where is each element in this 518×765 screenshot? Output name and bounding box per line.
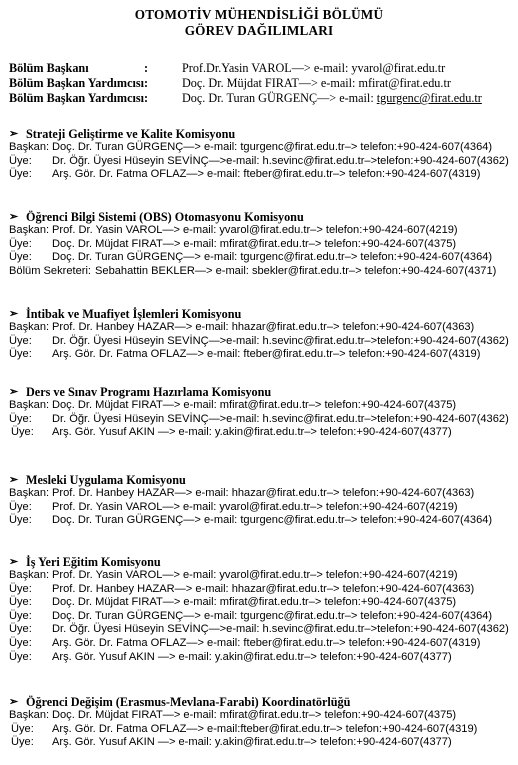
member-row [9, 399, 514, 413]
arrow-bullet-icon: ➢ [9, 696, 19, 708]
committee-heading [9, 210, 514, 224]
member-role: Başkan: [9, 141, 50, 153]
member-role: Başkan: [9, 487, 50, 499]
member-role: Üye: [9, 154, 32, 167]
member-role: Üye: [11, 722, 34, 735]
member-row [9, 238, 514, 252]
member-row [9, 583, 514, 597]
member-row [9, 514, 514, 528]
member-row [9, 155, 514, 169]
member-role: Başkan: [9, 569, 50, 581]
member-details: Dr. Öğr. Üyesi Hüseyin SEVİNÇ—>e-mail: h.sevinc@firat.edu.tr–>telefon:+90-424-607(4362) [52, 412, 509, 425]
member-role: Başkan: [9, 321, 50, 333]
member-role: Üye: [9, 412, 32, 425]
head-value-text: Doç. Dr. Turan GÜRGENÇ—> e-mail: [182, 91, 377, 105]
member-details: Dr. Öğr. Üyesi Hüseyin SEVİNÇ—>e-mail: h.sevinc@firat.edu.tr–>telefon:+90-424-607(4362) [52, 154, 509, 167]
member-details: Doç. Dr. Turan GÜRGENÇ—> e-mail: tgurgenc@firat.edu.tr–> telefon:+90-424-607(4364) [52, 514, 493, 527]
committee-heading [9, 555, 514, 569]
member-role: Üye: [9, 582, 32, 595]
committee-section [9, 695, 514, 750]
member-details: Prof. Dr. Hanbey HAZAR—> e-mail: hhazar@firat.edu.tr–> telefon:+90-424-607(4363) [52, 582, 475, 595]
committee-heading [9, 127, 514, 141]
member-row [9, 348, 514, 362]
committee-section [9, 127, 514, 182]
member-role: Üye: [9, 251, 32, 264]
member-details: Doç. Dr. Turan GÜRGENÇ—> e-mail: tgurgenc@firat.edu.tr–> telefon:+90-424-607(4364) [52, 141, 493, 153]
committee-title: Öğrenci Değişim (Erasmus-Mevlana-Farabi) Koordinatörlüğü [26, 695, 351, 709]
head-value: Doç. Dr. Müjdat FIRAT—> e-mail: mfirat@firat.edu.tr [182, 76, 451, 90]
head-value: Prof.Dr.Yasin VAROL—> e-mail: yvarol@firat.edu.tr [182, 61, 446, 75]
arrow-bullet-icon: ➢ [9, 386, 19, 398]
member-details: Arş. Gör. Yusuf AKIN —> e-mail: y.akin@firat.edu.tr–> telefon:+90-424-607(4377) [52, 736, 452, 749]
member-role: Üye: [9, 348, 32, 361]
document-title: OTOMOTİV MÜHENDİSLİĞİ BÖLÜMÜ [134, 7, 384, 22]
member-row [9, 623, 514, 637]
member-row [9, 596, 514, 610]
committee-title: İntibak ve Muafiyet İşlemleri Komisyonu [26, 307, 242, 321]
member-role: Başkan: [9, 399, 50, 411]
member-row [9, 335, 514, 349]
member-row [9, 168, 514, 182]
member-row [9, 224, 514, 238]
arrow-bullet-icon: ➢ [9, 474, 19, 486]
member-role: Üye: [9, 609, 32, 622]
member-role: Üye: [9, 623, 32, 636]
member-role: Üye: [9, 514, 32, 527]
committee-section [9, 307, 514, 362]
member-details: Doç. Dr. Müjdat FIRAT—> e-mail: mfirat@firat.edu.tr–> telefon:+90-424-607(4375) [52, 596, 457, 609]
member-details: Dr. Öğr. Üyesi Hüseyin SEVİNÇ—>e-mail: h.sevinc@firat.edu.tr–>telefon:+90-424-607(4362) [52, 334, 509, 347]
member-details: Arş. Gör. Yusuf AKIN —> e-mail: y.akin@firat.edu.tr–> telefon:+90-424-607(4377) [52, 426, 452, 439]
member-details: Prof. Dr. Yasin VAROL—> e-mail: yvarol@firat.edu.tr–> telefon:+90-424-607(4219) [52, 569, 458, 581]
arrow-bullet-icon: ➢ [9, 556, 19, 568]
member-details: Prof. Dr. Yasin VAROL—> e-mail: yvarol@firat.edu.tr–> telefon:+90-424-607(4219) [52, 224, 458, 236]
member-details: Prof. Dr. Yasin VAROL—> e-mail: yvarol@firat.edu.tr–> telefon:+90-424-607(4219) [52, 500, 458, 513]
head-value [182, 91, 482, 106]
member-row [9, 251, 514, 265]
member-role: Bölüm Sekreteri: [9, 264, 92, 277]
head-label: Bölüm Başkan Yardımcısı: [9, 91, 149, 105]
committee-title: Strateji Geliştirme ve Kalite Komisyonu [26, 127, 236, 141]
member-role: Başkan: [9, 709, 50, 721]
member-details: Prof. Dr. Hanbey HAZAR—> e-mail: hhazar@firat.edu.tr–> telefon:+90-424-607(4363) [52, 487, 475, 499]
member-row [9, 413, 514, 427]
member-details: Doç. Dr. Turan GÜRGENÇ—> e-mail: tgurgenc@firat.edu.tr–> telefon:+90-424-607(4364) [52, 251, 493, 264]
member-row [9, 265, 514, 279]
member-details: Arş. Gör. Yusuf AKIN —> e-mail: y.akin@firat.edu.tr–> telefon:+90-424-607(4377) [52, 650, 452, 663]
committee-section [9, 385, 514, 440]
arrow-bullet-icon: ➢ [9, 211, 19, 223]
committee-section [9, 473, 514, 528]
member-row [9, 651, 514, 665]
member-details: Prof. Dr. Hanbey HAZAR—> e-mail: hhazar@firat.edu.tr–> telefon:+90-424-607(4363) [52, 321, 475, 333]
member-role: Üye: [11, 426, 34, 439]
document-subtitle: GÖREV DAĞILIMLARI [184, 23, 334, 38]
arrow-bullet-icon: ➢ [9, 308, 19, 320]
member-details: Arş. Gör. Dr. Fatma OFLAZ—> e-mail:fteber@firat.edu.tr–> telefon:+90-424-607(4319) [52, 722, 478, 735]
member-row [9, 723, 514, 737]
committee-title: İş Yeri Eğitim Komisyonu [26, 555, 161, 569]
committee-heading [9, 307, 514, 321]
head-label: Bölüm Başkanı [9, 61, 89, 75]
member-details: Doç. Dr. Turan GÜRGENÇ—> e-mail: tgurgenc@firat.edu.tr–> telefon:+90-424-607(4364) [52, 609, 493, 622]
member-details: Doç. Dr. Müjdat FIRAT—> e-mail: mfirat@firat.edu.tr–> telefon:+90-424-607(4375) [52, 237, 457, 250]
member-row [9, 709, 514, 723]
member-role: Üye: [9, 650, 32, 663]
committee-heading [9, 385, 514, 399]
committee-heading [9, 695, 514, 709]
member-details: Sebahattin BEKLER—> e-mail: sbekler@firat.edu.tr–> telefon:+90-424-607(4371) [95, 264, 497, 277]
member-row [9, 736, 514, 750]
member-row [9, 569, 514, 583]
member-role: Üye: [11, 736, 34, 749]
committee-section [9, 210, 514, 278]
member-row [9, 141, 514, 155]
head-colon: : [144, 61, 149, 75]
arrow-bullet-icon: ➢ [9, 128, 19, 140]
committee-title: Öğrenci Bilgi Sistemi (OBS) Otomasyonu Komisyonu [26, 210, 304, 224]
member-row [9, 321, 514, 335]
member-details: Arş. Gör. Dr. Fatma OFLAZ—> e-mail: fteber@firat.edu.tr–> telefon:+90-424-607(4319) [52, 636, 481, 649]
member-details: Dr. Öğr. Üyesi Hüseyin SEVİNÇ—>e-mail: h.sevinc@firat.edu.tr–>telefon:+90-424-607(4362) [52, 623, 509, 636]
member-details: Doç. Dr. Müjdat FIRAT—> e-mail: mfirat@firat.edu.tr–> telefon:+90-424-607(4375) [52, 399, 457, 411]
member-role: Üye: [9, 500, 32, 513]
committee-section [9, 555, 514, 664]
member-role: Üye: [9, 334, 32, 347]
member-row [9, 637, 514, 651]
member-role: Üye: [9, 237, 32, 250]
member-row [9, 610, 514, 624]
member-details: Arş. Gör. Dr. Fatma OFLAZ—> e-mail: fteber@firat.edu.tr–> telefon:+90-424-607(4319) [52, 168, 481, 181]
member-role: Üye: [9, 636, 32, 649]
member-role: Üye: [9, 596, 32, 609]
committee-title: Mesleki Uygulama Komisyonu [26, 473, 186, 487]
member-row [9, 501, 514, 515]
email-link[interactable]: tgurgenc@firat.edu.tr [376, 91, 482, 105]
member-details: Arş. Gör. Dr. Fatma OFLAZ—> e-mail: fteber@firat.edu.tr–> telefon:+90-424-607(4319) [52, 348, 481, 361]
member-row [9, 426, 514, 440]
member-details: Doç. Dr. Müjdat FIRAT—> e-mail: mfirat@firat.edu.tr–> telefon:+90-424-607(4375) [52, 709, 457, 721]
member-role: Başkan: [9, 224, 50, 236]
committee-heading [9, 473, 514, 487]
head-label: Bölüm Başkan Yardımcısı: [9, 76, 149, 90]
member-role: Üye: [9, 168, 32, 181]
committee-title: Ders ve Sınav Programı Hazırlama Komisyonu [26, 385, 272, 399]
member-row [9, 487, 514, 501]
